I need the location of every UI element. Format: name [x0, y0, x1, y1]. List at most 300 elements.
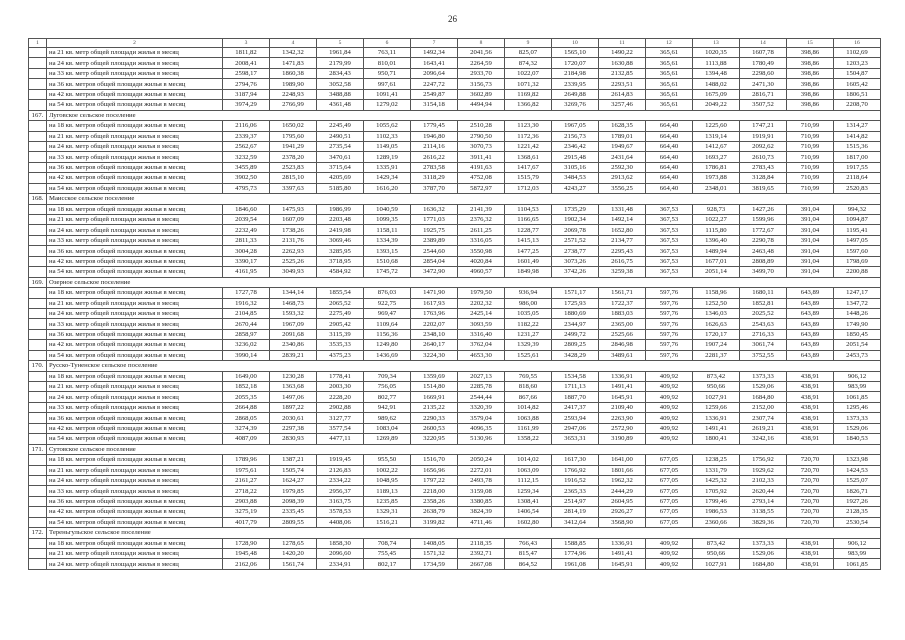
- table-cell: 1571,32: [411, 549, 458, 559]
- table-cell: 1919,91: [740, 131, 787, 141]
- page-number: 26: [448, 14, 457, 24]
- table-cell: 1334,39: [364, 235, 411, 245]
- settlement-header-row: [29, 110, 881, 120]
- table-cell: 1852,18: [223, 382, 270, 392]
- table-cell: 2051,54: [834, 340, 881, 350]
- settlement-name: Тереньгульское сельское поселение: [47, 528, 881, 538]
- table-cell: 2808,89: [740, 256, 787, 266]
- table-cell: 710,99: [787, 183, 834, 193]
- table-cell: 1269,89: [364, 434, 411, 444]
- table-row: [29, 173, 881, 183]
- table-cell: 4494,94: [458, 100, 505, 110]
- table-cell: 3128,84: [740, 173, 787, 183]
- table-cell: 1238,25: [693, 455, 740, 465]
- table-cell: 950,66: [693, 549, 740, 559]
- table-cell: 4960,57: [458, 267, 505, 277]
- table-cell: 1645,91: [599, 392, 646, 402]
- table-cell: 1048,95: [364, 475, 411, 485]
- table-cell: 1786,81: [693, 162, 740, 172]
- table-cell: 1109,64: [364, 319, 411, 329]
- column-number: 16: [834, 39, 881, 48]
- table-cell: 1979,85: [270, 486, 317, 496]
- table-cell: [29, 559, 47, 569]
- table-cell: 2834,43: [317, 68, 364, 78]
- table-cell: 1249,80: [364, 340, 411, 350]
- table-cell: 1747,21: [740, 121, 787, 131]
- row-label: на 21 кв. метр общей площади жилья в месяц: [47, 382, 223, 392]
- table-cell: 2096,64: [411, 68, 458, 78]
- table-cell: 1373,33: [740, 371, 787, 381]
- table-cell: 2905,42: [317, 319, 364, 329]
- table-cell: 2248,93: [270, 89, 317, 99]
- table-cell: 1172,36: [505, 131, 552, 141]
- row-label: на 33 кв. метр общей площади жилья в месяц: [47, 68, 223, 78]
- table-row: [29, 267, 881, 277]
- table-cell: [29, 235, 47, 245]
- table-cell: 1515,36: [834, 141, 881, 151]
- table-cell: 1189,13: [364, 486, 411, 496]
- row-label: на 24 кв. метр общей площади жилья в месяц: [47, 559, 223, 569]
- row-label: на 54 кв. метров общей площади жилья в месяц: [47, 517, 223, 527]
- table-row: [29, 68, 881, 78]
- row-label: на 33 кв. метр общей площади жилья в месяц: [47, 152, 223, 162]
- table-cell: 2562,67: [223, 141, 270, 151]
- table-cell: 643,89: [787, 329, 834, 339]
- table-cell: 1489,94: [693, 246, 740, 256]
- table-cell: 1515,79: [505, 173, 552, 183]
- table-cell: 2003,30: [317, 382, 364, 392]
- table-cell: 1358,22: [505, 434, 552, 444]
- table-row: [29, 517, 881, 527]
- table-cell: 2947,06: [552, 423, 599, 433]
- table-cell: 755,45: [364, 549, 411, 559]
- row-label: на 24 кв. метр общей площади жилья в месяц: [47, 141, 223, 151]
- table-cell: 3568,90: [599, 517, 646, 527]
- table-cell: 1319,14: [693, 131, 740, 141]
- table-cell: [29, 413, 47, 423]
- table-cell: 2809,55: [270, 517, 317, 527]
- table-cell: 438,91: [787, 392, 834, 402]
- table-cell: 4477,11: [317, 434, 364, 444]
- table-cell: 3902,50: [223, 173, 270, 183]
- table-cell: 1722,37: [599, 298, 646, 308]
- table-cell: [29, 465, 47, 475]
- table-cell: [29, 68, 47, 78]
- table-cell: 1650,02: [270, 121, 317, 131]
- row-label: на 18 кв. метров общей площади жилья в месяц: [47, 121, 223, 131]
- table-cell: 2604,95: [599, 496, 646, 506]
- row-label: на 21 кв. метр общей площади жилья в месяц: [47, 48, 223, 58]
- table-row: [29, 329, 881, 339]
- table-row: [29, 402, 881, 412]
- table-cell: 4584,92: [317, 267, 364, 277]
- table-cell: 1680,11: [740, 288, 787, 298]
- row-label: на 42 кв. метров общей площади жилья в месяц: [47, 340, 223, 350]
- table-cell: [29, 152, 47, 162]
- table-cell: 1855,54: [317, 288, 364, 298]
- table-cell: 398,86: [787, 58, 834, 68]
- table-cell: 1278,65: [270, 538, 317, 548]
- table-row: [29, 246, 881, 256]
- table-cell: 2131,76: [270, 235, 317, 245]
- table-cell: 1636,32: [411, 204, 458, 214]
- table-cell: 3412,64: [552, 517, 599, 527]
- table-cell: 597,76: [646, 298, 693, 308]
- table-cell: 2295,43: [599, 246, 646, 256]
- row-label: на 24 кв. метр общей площади жилья в месяц: [47, 225, 223, 235]
- table-cell: 1571,17: [552, 288, 599, 298]
- table-cell: 1529,06: [740, 382, 787, 392]
- table-cell: 873,42: [693, 371, 740, 381]
- table-cell: 1967,05: [552, 121, 599, 131]
- table-row: [29, 475, 881, 485]
- settlement-header-row: [29, 361, 881, 371]
- table-cell: 438,91: [787, 402, 834, 412]
- table-cell: 2116,06: [223, 121, 270, 131]
- table-cell: 2783,58: [411, 162, 458, 172]
- table-cell: 1925,75: [411, 225, 458, 235]
- table-cell: 4020,84: [458, 256, 505, 266]
- table-cell: 5872,97: [458, 183, 505, 193]
- table-cell: 1693,27: [693, 152, 740, 162]
- table-cell: 2793,14: [740, 496, 787, 506]
- table-cell: 3653,31: [552, 434, 599, 444]
- table-cell: 2915,48: [552, 152, 599, 162]
- table-cell: [29, 350, 47, 360]
- table-cell: 2616,75: [599, 256, 646, 266]
- column-number: 8: [458, 39, 505, 48]
- table-cell: 1771,03: [411, 215, 458, 225]
- table-row: [29, 235, 881, 245]
- table-cell: 409,92: [646, 382, 693, 392]
- table-cell: 1156,36: [364, 329, 411, 339]
- table-cell: 720,70: [787, 486, 834, 496]
- table-cell: 1525,61: [505, 350, 552, 360]
- table-cell: 769,55: [505, 371, 552, 381]
- table-cell: 409,92: [646, 392, 693, 402]
- table-cell: 3257,46: [599, 100, 646, 110]
- table-cell: 1412,67: [693, 141, 740, 151]
- table-cell: 2025,52: [740, 308, 787, 318]
- table-cell: 1014,02: [505, 455, 552, 465]
- table-cell: 1675,09: [693, 89, 740, 99]
- table-cell: 710,99: [787, 141, 834, 151]
- table-cell: 2453,73: [834, 350, 881, 360]
- table-cell: 3489,61: [599, 350, 646, 360]
- table-cell: 4375,23: [317, 350, 364, 360]
- settlement-header-row: [29, 277, 881, 287]
- table-cell: 367,53: [646, 267, 693, 277]
- column-number: 14: [740, 39, 787, 48]
- row-label: на 42 кв. метров общей площади жилья в месяц: [47, 89, 223, 99]
- table-cell: 2118,64: [834, 173, 881, 183]
- table-cell: 1561,71: [599, 288, 646, 298]
- table-cell: 643,89: [787, 298, 834, 308]
- row-label: на 36 кв. метров общей площади жилья в месяц: [47, 496, 223, 506]
- table-cell: 409,92: [646, 413, 693, 423]
- table-cell: 2008,41: [223, 58, 270, 68]
- table-cell: [29, 329, 47, 339]
- table-cell: 1083,04: [364, 423, 411, 433]
- table-cell: 1860,38: [270, 68, 317, 78]
- table-cell: 710,99: [787, 173, 834, 183]
- table-cell: 2348,01: [693, 183, 740, 193]
- table-cell: 1728,90: [223, 538, 270, 548]
- table-cell: 2208,70: [834, 100, 881, 110]
- table-row: [29, 413, 881, 423]
- settlement-name: Озерное сельское поселение: [47, 277, 881, 287]
- table-cell: 1314,27: [834, 121, 881, 131]
- table-cell: [29, 131, 47, 141]
- table-cell: 2069,78: [552, 225, 599, 235]
- table-cell: 1436,69: [364, 350, 411, 360]
- table-cell: 2365,33: [552, 486, 599, 496]
- table-cell: 2933,70: [458, 68, 505, 78]
- table-cell: 2285,78: [458, 382, 505, 392]
- table-cell: 3105,16: [552, 162, 599, 172]
- table-cell: 876,03: [364, 288, 411, 298]
- table-cell: 1763,96: [411, 308, 458, 318]
- table-cell: 2128,35: [834, 507, 881, 517]
- table-cell: 677,05: [646, 475, 693, 485]
- settlement-name: Луговское сельское поселение: [47, 110, 881, 120]
- table-cell: 664,40: [646, 162, 693, 172]
- table-cell: 1986,99: [317, 204, 364, 214]
- table-cell: 1916,52: [552, 475, 599, 485]
- table-cell: 1104,53: [505, 204, 552, 214]
- table-row: [29, 131, 881, 141]
- table-cell: 643,89: [787, 350, 834, 360]
- table-cell: 2389,89: [411, 235, 458, 245]
- table-cell: [29, 162, 47, 172]
- table-cell: 2346,42: [552, 141, 599, 151]
- table-cell: 391,04: [787, 225, 834, 235]
- table-cell: 2903,88: [223, 496, 270, 506]
- row-label: на 42 кв. метров общей площади жилья в месяц: [47, 423, 223, 433]
- table-cell: 3829,36: [740, 517, 787, 527]
- table-cell: [29, 173, 47, 183]
- table-cell: 2735,54: [317, 141, 364, 151]
- table-cell: 367,53: [646, 256, 693, 266]
- row-label: на 36 кв. метров общей площади жилья в месяц: [47, 329, 223, 339]
- table-cell: 1055,62: [364, 121, 411, 131]
- column-number: 10: [552, 39, 599, 48]
- table-cell: 1772,67: [740, 225, 787, 235]
- table-cell: 2902,88: [317, 402, 364, 412]
- table-cell: 2290,33: [411, 413, 458, 423]
- table-cell: 1396,40: [693, 235, 740, 245]
- table-cell: 1247,17: [834, 288, 881, 298]
- table-cell: 1961,08: [552, 559, 599, 569]
- table-cell: 677,05: [646, 455, 693, 465]
- table-cell: 1027,91: [693, 559, 740, 569]
- table-cell: 1643,41: [411, 58, 458, 68]
- row-label: на 54 кв. метров общей площади жилья в месяц: [47, 183, 223, 193]
- table-cell: 1112,15: [505, 475, 552, 485]
- table-cell: 1363,68: [270, 382, 317, 392]
- table-cell: 664,40: [646, 152, 693, 162]
- table-cell: 2419,98: [317, 225, 364, 235]
- table-row: [29, 507, 881, 517]
- table-cell: 2638,79: [411, 507, 458, 517]
- row-label: на 36 кв. метров общей площади жилья в месяц: [47, 162, 223, 172]
- table-cell: 710,99: [787, 131, 834, 141]
- table-cell: 3115,39: [317, 329, 364, 339]
- table-cell: 1252,50: [693, 298, 740, 308]
- table-row: [29, 455, 881, 465]
- table-cell: 1789,96: [223, 455, 270, 465]
- table-cell: 3093,59: [458, 319, 505, 329]
- table-row: [29, 48, 881, 58]
- table-cell: 3470,61: [317, 152, 364, 162]
- table-cell: 1907,24: [693, 340, 740, 350]
- table-body: [29, 39, 881, 570]
- table-cell: 1840,53: [834, 434, 881, 444]
- table-cell: 1927,26: [834, 496, 881, 506]
- table-cell: 1225,60: [693, 121, 740, 131]
- table-cell: 3579,04: [458, 413, 505, 423]
- table-cell: 1916,32: [223, 298, 270, 308]
- table-row: [29, 549, 881, 559]
- table-cell: 936,94: [505, 288, 552, 298]
- tariff-table: [28, 38, 881, 570]
- table-cell: 2264,59: [458, 58, 505, 68]
- table-cell: 3242,16: [740, 434, 787, 444]
- table-cell: 3274,39: [223, 423, 270, 433]
- table-cell: 2245,49: [317, 121, 364, 131]
- table-cell: 3073,26: [552, 256, 599, 266]
- table-cell: 1779,45: [411, 121, 458, 131]
- table-cell: 677,05: [646, 507, 693, 517]
- table-cell: 1505,74: [270, 465, 317, 475]
- table-cell: 2156,73: [552, 131, 599, 141]
- table-cell: 643,89: [787, 340, 834, 350]
- table-row: [29, 79, 881, 89]
- table-cell: [29, 538, 47, 548]
- table-cell: 2544,44: [458, 392, 505, 402]
- table-cell: 4017,79: [223, 517, 270, 527]
- table-cell: 597,76: [646, 340, 693, 350]
- table-cell: 2616,22: [411, 152, 458, 162]
- table-cell: 1684,80: [740, 392, 787, 402]
- table-cell: 1323,98: [834, 455, 881, 465]
- table-cell: 2203,48: [317, 215, 364, 225]
- row-label: на 24 кв. метр общей площади жилья в месяц: [47, 392, 223, 402]
- table-cell: 2132,85: [599, 68, 646, 78]
- table-cell: [29, 455, 47, 465]
- table-cell: 4161,95: [223, 267, 270, 277]
- table-cell: 1228,77: [505, 225, 552, 235]
- table-cell: 391,04: [787, 235, 834, 245]
- table-cell: 1774,96: [552, 549, 599, 559]
- table-cell: 1801,66: [599, 465, 646, 475]
- table-cell: 2202,07: [411, 319, 458, 329]
- table-cell: [29, 423, 47, 433]
- table-cell: 2525,26: [270, 256, 317, 266]
- table-cell: 2431,64: [599, 152, 646, 162]
- table-cell: 3577,54: [317, 423, 364, 433]
- table-cell: 1795,60: [270, 131, 317, 141]
- table-cell: 1427,26: [740, 204, 787, 214]
- settlement-number: 168.: [29, 194, 47, 204]
- row-label: на 54 кв. метров общей площади жилья в месяц: [47, 100, 223, 110]
- table-cell: 2766,99: [270, 100, 317, 110]
- table-cell: 1504,87: [834, 68, 881, 78]
- table-row: [29, 141, 881, 151]
- table-cell: 438,91: [787, 423, 834, 433]
- tariff-table-sheet: [28, 38, 880, 570]
- table-cell: 1799,46: [693, 496, 740, 506]
- table-cell: [29, 183, 47, 193]
- table-cell: 3236,02: [223, 340, 270, 350]
- table-cell: 2030,61: [270, 413, 317, 423]
- table-cell: 409,92: [646, 423, 693, 433]
- table-cell: 1561,74: [270, 559, 317, 569]
- table-cell: 1491,41: [599, 549, 646, 559]
- table-cell: 4711,46: [458, 517, 505, 527]
- row-label: на 24 кв. метр общей площади жилья в месяц: [47, 58, 223, 68]
- table-cell: 1366,82: [505, 100, 552, 110]
- table-row: [29, 162, 881, 172]
- table-cell: 720,70: [787, 496, 834, 506]
- column-number: 2: [47, 39, 223, 48]
- table-cell: 3742,26: [552, 267, 599, 277]
- table-cell: 1607,09: [270, 215, 317, 225]
- row-label: на 54 кв. метров общей площади жилья в месяц: [47, 350, 223, 360]
- row-label: на 42 кв. метров общей площади жилья в месяц: [47, 507, 223, 517]
- table-cell: 2463,48: [740, 246, 787, 256]
- row-label: на 24 кв. метр общей площади жилья в месяц: [47, 308, 223, 318]
- table-cell: 4191,63: [458, 162, 505, 172]
- table-cell: 1420,20: [270, 549, 317, 559]
- table-cell: 708,74: [364, 538, 411, 548]
- table-cell: 1628,35: [599, 121, 646, 131]
- column-number: 5: [317, 39, 364, 48]
- table-cell: 1279,02: [364, 100, 411, 110]
- table-cell: 2814,19: [552, 507, 599, 517]
- table-cell: 391,04: [787, 267, 834, 277]
- table-cell: 1471,90: [411, 288, 458, 298]
- table-cell: 1949,67: [599, 141, 646, 151]
- table-cell: 1961,84: [317, 48, 364, 58]
- table-cell: 2839,21: [270, 350, 317, 360]
- table-cell: [29, 141, 47, 151]
- table-cell: 1734,59: [411, 559, 458, 569]
- table-cell: 2510,28: [458, 121, 505, 131]
- table-cell: 2050,24: [458, 455, 505, 465]
- table-cell: 3127,77: [317, 413, 364, 423]
- column-number: 9: [505, 39, 552, 48]
- table-cell: 2179,99: [317, 58, 364, 68]
- table-cell: 1094,87: [834, 215, 881, 225]
- table-cell: 3819,65: [740, 183, 787, 193]
- row-label: на 21 кв. метр общей площади жилья в месяц: [47, 298, 223, 308]
- table-cell: 677,05: [646, 517, 693, 527]
- table-cell: 1335,91: [364, 162, 411, 172]
- table-cell: 1602,80: [505, 517, 552, 527]
- table-cell: 2571,52: [552, 235, 599, 245]
- table-cell: 4087,09: [223, 434, 270, 444]
- table-cell: 1617,93: [411, 298, 458, 308]
- table-cell: 950,66: [693, 382, 740, 392]
- row-label: на 18 кв. метров общей площади жилья в месяц: [47, 538, 223, 548]
- table-cell: 3275,19: [223, 507, 270, 517]
- table-cell: 1749,90: [834, 319, 881, 329]
- table-cell: 2592,30: [599, 162, 646, 172]
- column-number: 11: [599, 39, 646, 48]
- table-cell: 677,05: [646, 496, 693, 506]
- table-cell: 664,40: [646, 131, 693, 141]
